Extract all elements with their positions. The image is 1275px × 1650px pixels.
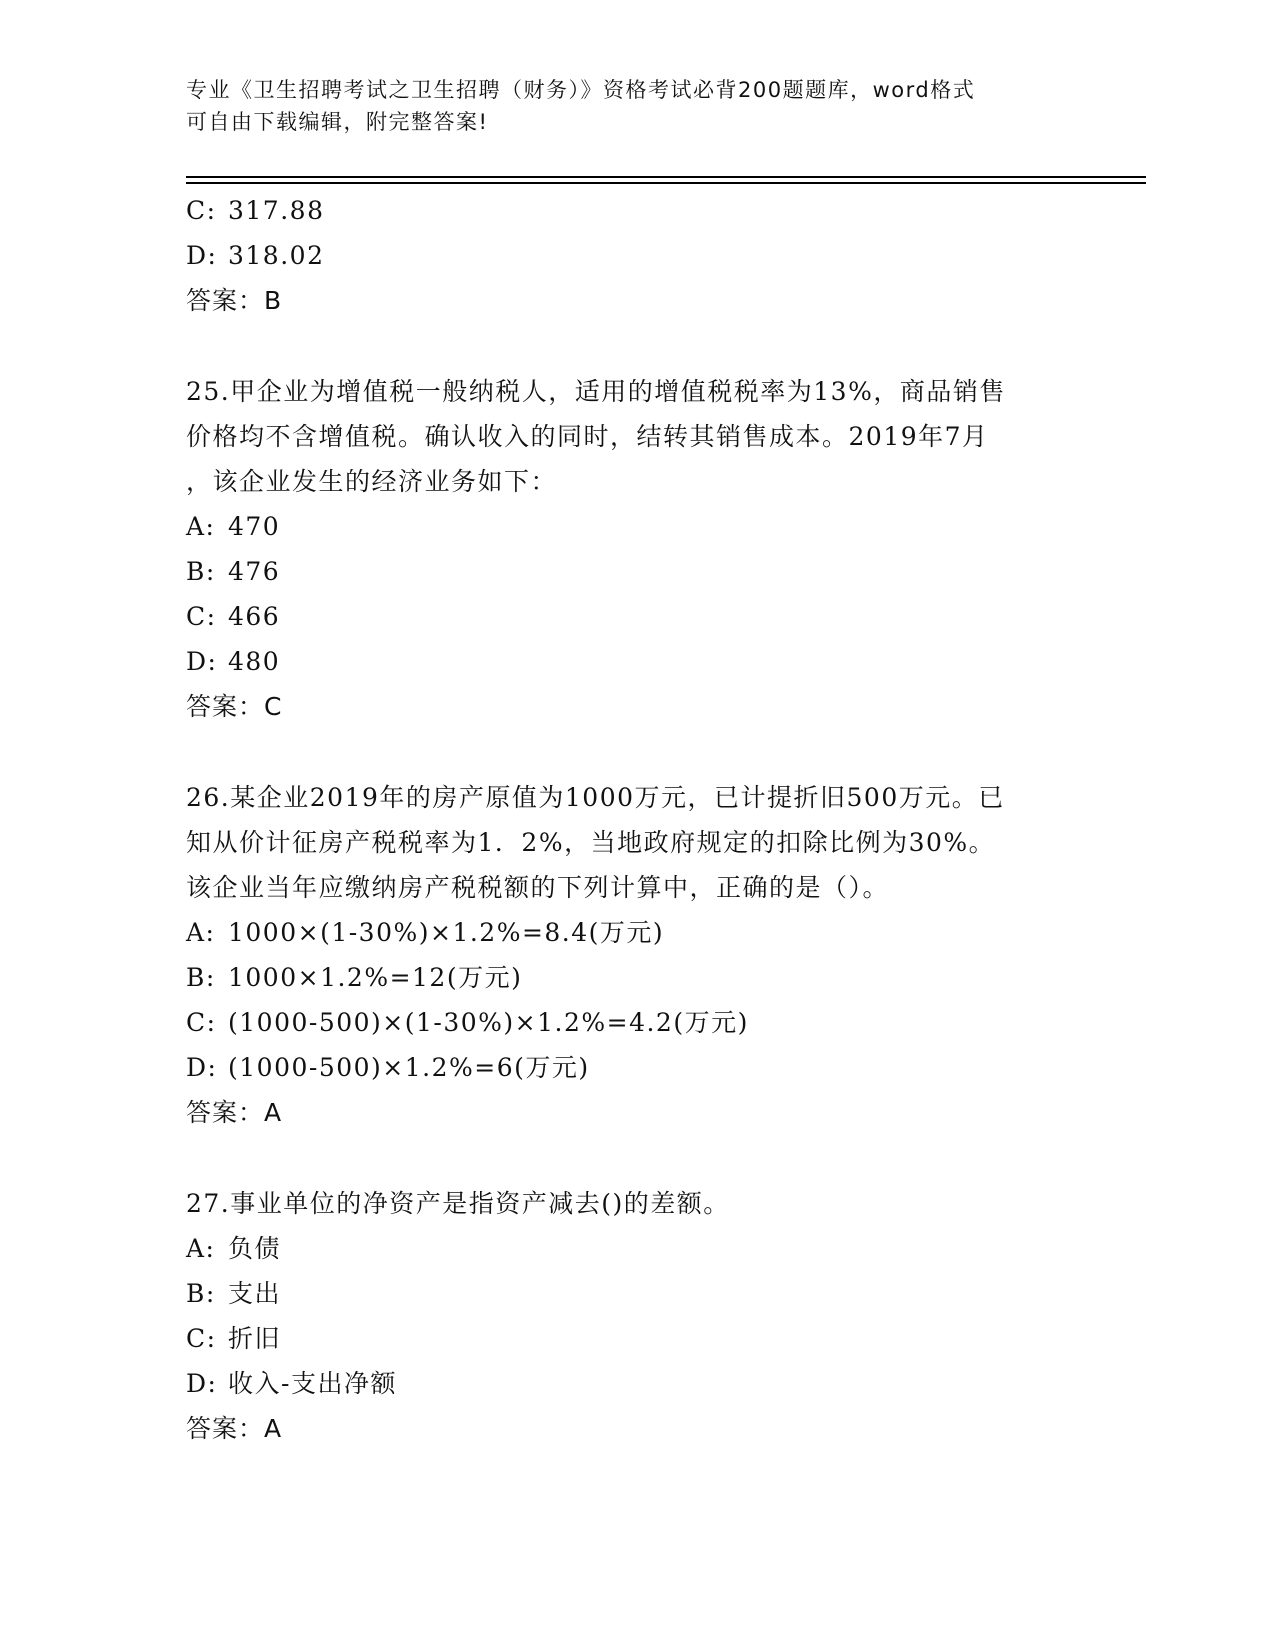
option-c: C: 317.88 — [186, 196, 325, 225]
question-26 — [186, 775, 1106, 1135]
option-b: B: 476 — [186, 557, 281, 586]
answer-line: 答案：A — [186, 1098, 283, 1127]
question-text-line: 27.事业单位的净资产是指资产减去()的差额。 — [186, 1189, 730, 1218]
answer-line: 答案：A — [186, 1414, 283, 1443]
option-d: D: 480 — [186, 647, 281, 676]
option-d: D: (1000-500)×1.2%=6(万元) — [186, 1053, 590, 1082]
option-c: C: 466 — [186, 602, 281, 631]
question-text-line: 26.某企业2019年的房产原值为1000万元，已计提折旧500万元。已 — [186, 783, 1005, 812]
question-text-line: ，该企业发生的经济业务如下： — [186, 467, 558, 496]
header-divider-bottom — [186, 182, 1146, 184]
option-b: B: 1000×1.2%=12(万元) — [186, 963, 523, 992]
option-c: C: (1000-500)×(1-30%)×1.2%=4.2(万元) — [186, 1008, 749, 1037]
question-24-tail — [186, 188, 1106, 323]
option-d: D: 收入-支出净额 — [186, 1369, 397, 1398]
header-divider-top — [186, 176, 1146, 178]
question-27 — [186, 1181, 1106, 1451]
header-title-line-2: 可自由下载编辑，附完整答案! — [186, 110, 489, 134]
option-b: B: 支出 — [186, 1279, 282, 1308]
option-a: A: 负债 — [186, 1234, 282, 1263]
question-content — [186, 188, 1106, 1451]
option-c: C: 折旧 — [186, 1324, 282, 1353]
header-title-line-1: 专业《卫生招聘考试之卫生招聘（财务）》资格考试必背200题题库，word格式 — [186, 78, 976, 102]
question-25 — [186, 369, 1106, 729]
answer-line: 答案：C — [186, 692, 283, 721]
option-d: D: 318.02 — [186, 241, 325, 270]
question-text-line: 该企业当年应缴纳房产税税额的下列计算中，正确的是（）。 — [186, 873, 890, 902]
question-text-line: 价格均不含增值税。确认收入的同时，结转其销售成本。2019年7月 — [186, 422, 989, 451]
question-text-line: 25.甲企业为增值税一般纳税人，适用的增值税税率为13%，商品销售 — [186, 377, 1006, 406]
option-a: A: 470 — [186, 512, 281, 541]
answer-line: 答案：B — [186, 286, 283, 315]
option-a: A: 1000×(1-30%)×1.2%=8.4(万元) — [186, 918, 665, 947]
document-header — [186, 74, 1086, 138]
question-text-line: 知从价计征房产税税率为1．2%，当地政府规定的扣除比例为30%。 — [186, 828, 996, 857]
